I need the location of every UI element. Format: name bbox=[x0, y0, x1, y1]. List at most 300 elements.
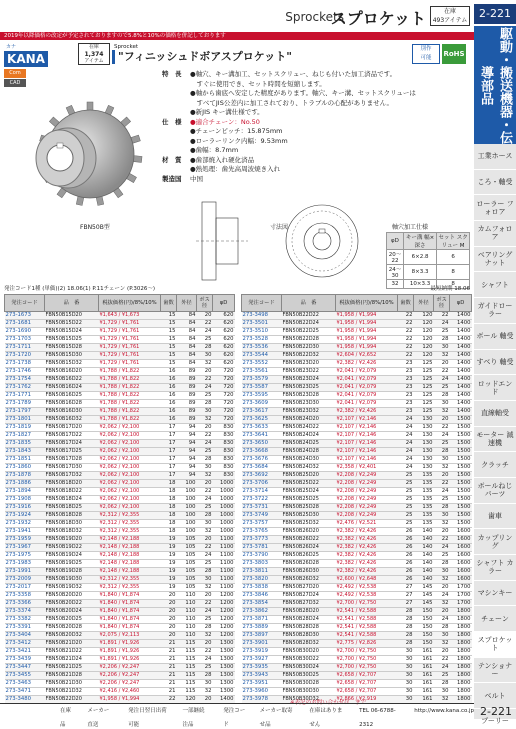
sidebar-item[interactable]: ベルト bbox=[474, 683, 516, 709]
table-cell: FBN50B22D28 bbox=[282, 336, 336, 344]
table-cell: ¥2,382 / ¥2,426 bbox=[336, 536, 398, 544]
table-cell: 20 bbox=[197, 536, 213, 544]
table-cell: 25 bbox=[398, 504, 414, 512]
table-cell: FBN50B30D28 bbox=[282, 680, 336, 688]
table-cell: ¥2,206 / ¥2,247 bbox=[99, 680, 161, 688]
order-code-cell[interactable]: 273-1991 bbox=[5, 568, 45, 576]
table-cell: 16 bbox=[161, 392, 177, 400]
order-code-cell[interactable]: 273-3528 bbox=[242, 336, 282, 344]
table-row bbox=[242, 488, 472, 496]
table-row bbox=[242, 344, 472, 352]
table-row bbox=[5, 312, 235, 320]
table-cell: FBN50B16D28 bbox=[45, 400, 99, 408]
table-row bbox=[242, 480, 472, 488]
order-code-cell[interactable]: 273-3731 bbox=[242, 504, 282, 512]
origin-key: 製造国 bbox=[162, 174, 182, 183]
table-cell: 1400 bbox=[450, 328, 472, 336]
table-cell: 100 bbox=[177, 528, 197, 536]
table-cell: FBN50B30D20 bbox=[282, 648, 336, 656]
table-cell: ¥2,866 / ¥2,919 bbox=[336, 696, 398, 704]
table-cell: FBN50B24D25 bbox=[282, 440, 336, 448]
table-cell: 17 bbox=[161, 464, 177, 472]
table-cell: 125 bbox=[414, 360, 434, 368]
table-cell: 28 bbox=[398, 624, 414, 632]
table-row bbox=[5, 544, 235, 552]
table-cell: 20 bbox=[434, 472, 450, 480]
order-code-cell[interactable]: 273-1843 bbox=[5, 448, 45, 456]
order-code-cell[interactable]: 273-3811 bbox=[242, 568, 282, 576]
footer-legend-item: 発注日翌日出荷可能 bbox=[128, 708, 167, 728]
table-row bbox=[5, 552, 235, 560]
order-code-cell[interactable]: 273-3978 bbox=[242, 696, 282, 704]
order-code-cell[interactable]: 273-1827 bbox=[5, 432, 45, 440]
table-cell: 30 bbox=[434, 456, 450, 464]
order-code-cell[interactable]: 273-3790 bbox=[242, 552, 282, 560]
bore-header: セット スクリュー M bbox=[437, 233, 470, 250]
sidebar-item[interactable]: 歯車 bbox=[474, 504, 516, 530]
order-code-cell[interactable]: 273-3838 bbox=[242, 584, 282, 592]
table-cell: 84 bbox=[177, 336, 197, 344]
table-cell: 830 bbox=[213, 456, 235, 464]
com-badge[interactable]: Com bbox=[4, 69, 26, 78]
order-code-cell[interactable]: 273-1886 bbox=[5, 480, 45, 488]
order-code-cell[interactable]: 273-3706 bbox=[242, 480, 282, 488]
table-cell: FBN50B23D28 bbox=[282, 392, 336, 400]
order-code-cell[interactable]: 273-1959 bbox=[5, 536, 45, 544]
order-code-cell[interactable]: 273-3927 bbox=[242, 656, 282, 664]
table-cell: 21 bbox=[161, 656, 177, 664]
table-cell: FBN50B26D22 bbox=[282, 536, 336, 544]
order-code-cell[interactable]: 273-3463 bbox=[5, 680, 45, 688]
order-code-cell[interactable]: 273-3552 bbox=[242, 360, 282, 368]
order-code-cell[interactable]: 273-3480 bbox=[5, 696, 45, 704]
order-code-cell[interactable]: 273-3536 bbox=[242, 344, 282, 352]
table-cell: 140 bbox=[414, 560, 434, 568]
table-cell: 1400 bbox=[450, 320, 472, 328]
table-cell: FBN50B24D28 bbox=[282, 448, 336, 456]
table-cell: ¥1,788 / ¥1,822 bbox=[99, 368, 161, 376]
table-cell: 89 bbox=[177, 400, 197, 408]
table-row bbox=[5, 672, 235, 680]
order-code-cell[interactable]: 273-3366 bbox=[5, 600, 45, 608]
order-code-cell[interactable]: 273-1673 bbox=[5, 312, 45, 320]
order-code-cell[interactable]: 273-2009 bbox=[5, 576, 45, 584]
table-cell: ¥2,107 / ¥2,146 bbox=[336, 440, 398, 448]
sidebar-item[interactable]: ローラー フォロア bbox=[474, 195, 516, 221]
order-code-cell[interactable]: 273-1878 bbox=[5, 472, 45, 480]
specs-list bbox=[190, 127, 462, 156]
sidebar-main-category[interactable]: 駆動・搬送機器・伝導部品 bbox=[474, 26, 516, 144]
order-code-cell[interactable]: 273-3455 bbox=[5, 672, 45, 680]
table-cell: 17 bbox=[161, 424, 177, 432]
sidebar-item[interactable]: クラッチ bbox=[474, 452, 516, 478]
order-code-cell[interactable]: 273-3757 bbox=[242, 520, 282, 528]
table-row bbox=[242, 656, 472, 664]
order-code-cell[interactable]: 273-3498 bbox=[242, 312, 282, 320]
table-cell: 30 bbox=[197, 464, 213, 472]
table-cell: 25 bbox=[434, 672, 450, 680]
order-code-cell[interactable]: 273-3374 bbox=[5, 608, 45, 616]
table-cell: 32 bbox=[434, 352, 450, 360]
order-code-cell[interactable]: 273-3871 bbox=[242, 616, 282, 624]
sidebar-item[interactable]: スプロケット bbox=[474, 632, 516, 658]
table-cell: 830 bbox=[213, 424, 235, 432]
table-cell: 19 bbox=[161, 536, 177, 544]
table-row bbox=[242, 616, 472, 624]
order-code-cell[interactable]: 273-3935 bbox=[242, 664, 282, 672]
features-list bbox=[190, 70, 462, 118]
order-code-cell[interactable]: 273-3676 bbox=[242, 456, 282, 464]
table-cell: 32 bbox=[434, 600, 450, 608]
table-cell: FBN50B24D32 bbox=[282, 464, 336, 472]
order-code-cell[interactable]: 273-3404 bbox=[5, 632, 45, 640]
table-cell: 18 bbox=[161, 504, 177, 512]
sidebar-item[interactable]: テンショナー bbox=[474, 658, 516, 684]
table-cell: 115 bbox=[177, 664, 197, 672]
table-cell: ¥2,382 / ¥2,426 bbox=[336, 560, 398, 568]
table-cell: 17 bbox=[161, 472, 177, 480]
table-cell: 120 bbox=[414, 352, 434, 360]
table-cell: FBN50B19D20 bbox=[45, 536, 99, 544]
order-code-cell[interactable]: 273-3625 bbox=[242, 416, 282, 424]
table-cell: 125 bbox=[414, 384, 434, 392]
order-code-cell[interactable]: 273-3447 bbox=[5, 664, 45, 672]
order-code-cell[interactable]: 273-3668 bbox=[242, 448, 282, 456]
table-cell: 130 bbox=[414, 464, 434, 472]
feature-line: ●軸穴、キー溝加工、セットスクリュー、ねじも付いた加工済品です。 bbox=[190, 70, 397, 78]
order-code-cell[interactable]: 273-3579 bbox=[242, 376, 282, 384]
order-code-cell[interactable]: 273-3897 bbox=[242, 632, 282, 640]
page-number-bottom: 2-221 bbox=[480, 705, 512, 718]
order-code-cell[interactable]: 273-3412 bbox=[5, 640, 45, 648]
order-code-cell[interactable]: 273-3722 bbox=[242, 496, 282, 504]
order-code-cell[interactable]: 273-1703 bbox=[5, 336, 45, 344]
bore-cell: 20～22 bbox=[387, 250, 404, 265]
table-cell: 32 bbox=[434, 640, 450, 648]
table-cell: ¥1,891 / ¥1,926 bbox=[99, 648, 161, 656]
table-cell: ¥2,312 / ¥2,355 bbox=[99, 520, 161, 528]
order-code-cell[interactable]: 273-1975 bbox=[5, 552, 45, 560]
order-code-cell[interactable]: 273-3439 bbox=[5, 656, 45, 664]
bore-spec-title: 軸穴加工仕様 bbox=[392, 224, 429, 231]
order-code-cell[interactable]: 273-1681 bbox=[5, 320, 45, 328]
stock-unit: アイテム bbox=[84, 58, 104, 64]
table-row bbox=[5, 528, 235, 536]
cad-badge[interactable]: CAD bbox=[4, 79, 26, 87]
order-code-cell[interactable]: 273-3587 bbox=[242, 384, 282, 392]
order-code-cell[interactable]: 273-3765 bbox=[242, 528, 282, 536]
sidebar-item[interactable]: すべり 軸受 bbox=[474, 350, 516, 376]
order-code-cell[interactable]: 273-3889 bbox=[242, 624, 282, 632]
footer-legend-item: 在庫品 bbox=[60, 708, 72, 728]
sidebar-item[interactable]: チェーン bbox=[474, 606, 516, 632]
table-cell: 145 bbox=[414, 592, 434, 600]
order-code-cell[interactable]: 273-3820 bbox=[242, 576, 282, 584]
table-row bbox=[5, 608, 235, 616]
order-code-cell[interactable]: 273-3749 bbox=[242, 512, 282, 520]
table-cell: 94 bbox=[177, 440, 197, 448]
footer-web[interactable]: http://www.kana.co.jp bbox=[414, 708, 475, 714]
table-cell: ¥1,840 / ¥1,874 bbox=[99, 600, 161, 608]
table-row bbox=[5, 688, 235, 696]
table-cell: FBN50B28D28 bbox=[282, 624, 336, 632]
table-cell: FBN50B16D22 bbox=[45, 376, 99, 384]
order-code-cell[interactable]: 273-1967 bbox=[5, 544, 45, 552]
table-row bbox=[5, 560, 235, 568]
table-cell: 125 bbox=[414, 368, 434, 376]
table-cell: ¥1,840 / ¥1,874 bbox=[99, 592, 161, 600]
table-row bbox=[5, 440, 235, 448]
footer-legend-item: 在庫はありません bbox=[309, 708, 343, 728]
table-cell: 135 bbox=[414, 504, 434, 512]
order-code-cell[interactable]: 273-3471 bbox=[5, 688, 45, 696]
table-cell: 24 bbox=[398, 456, 414, 464]
bore-cell: 6×2.8 bbox=[403, 250, 436, 265]
table-cell: ¥2,107 / ¥2,146 bbox=[336, 456, 398, 464]
table-cell: 720 bbox=[213, 400, 235, 408]
table-cell: 32 bbox=[197, 528, 213, 536]
table-cell: 23 bbox=[398, 384, 414, 392]
table-cell: 24 bbox=[197, 608, 213, 616]
table-cell: 89 bbox=[177, 392, 197, 400]
table-cell: ¥2,416 / ¥2,460 bbox=[99, 688, 161, 696]
table-cell: 24 bbox=[434, 664, 450, 672]
table-cell: FBN50B20D32 bbox=[45, 632, 99, 640]
table-cell: ¥1,958 / ¥1,994 bbox=[336, 336, 398, 344]
sidebar-item[interactable]: カムフォロア bbox=[474, 221, 516, 247]
table-cell: ¥2,041 / ¥2,079 bbox=[336, 376, 398, 384]
table-cell: 23 bbox=[398, 360, 414, 368]
table-cell: 18 bbox=[161, 520, 177, 528]
origin-value: 中国 bbox=[190, 174, 203, 183]
table-row bbox=[242, 320, 472, 328]
table-cell: ¥2,062 / ¥2,100 bbox=[99, 488, 161, 496]
table-row bbox=[242, 672, 472, 680]
sidebar-item[interactable]: ころ・軸受 bbox=[474, 170, 516, 196]
table-row bbox=[5, 536, 235, 544]
order-code-cell[interactable]: 273-3862 bbox=[242, 608, 282, 616]
order-code-cell[interactable]: 273-3633 bbox=[242, 424, 282, 432]
table-cell: 150 bbox=[414, 624, 434, 632]
order-code-cell[interactable]: 273-3391 bbox=[5, 624, 45, 632]
order-code-cell[interactable]: 273-1690 bbox=[5, 328, 45, 336]
table-cell: 30 bbox=[398, 680, 414, 688]
table-cell: 20 bbox=[434, 648, 450, 656]
order-code-cell[interactable]: 273-3382 bbox=[5, 616, 45, 624]
sidebar-item[interactable]: プーリー bbox=[474, 709, 516, 729]
table-cell: 150 bbox=[414, 640, 434, 648]
table-row bbox=[242, 632, 472, 640]
sidebar-item[interactable]: シャフト カラー bbox=[474, 555, 516, 581]
order-code-cell[interactable]: 273-3609 bbox=[242, 400, 282, 408]
table-cell: 94 bbox=[177, 432, 197, 440]
table-row bbox=[242, 592, 472, 600]
order-code-cell[interactable]: 273-1819 bbox=[5, 424, 45, 432]
order-code-cell[interactable]: 273-1941 bbox=[5, 528, 45, 536]
sidebar-item[interactable]: モーター 減速機 bbox=[474, 427, 516, 453]
table-cell: ¥2,107 / ¥2,146 bbox=[336, 424, 398, 432]
table-cell: 1500 bbox=[450, 472, 472, 480]
order-code-cell[interactable]: 273-3960 bbox=[242, 688, 282, 696]
table-cell: 28 bbox=[197, 400, 213, 408]
order-code-cell[interactable]: 273-3684 bbox=[242, 464, 282, 472]
order-code-cell[interactable]: 273-3919 bbox=[242, 648, 282, 656]
table-row bbox=[5, 496, 235, 504]
order-code-cell[interactable]: 273-3803 bbox=[242, 560, 282, 568]
table-cell: ¥2,208 / ¥2,249 bbox=[336, 488, 398, 496]
table-cell: 23 bbox=[398, 392, 414, 400]
table-row bbox=[242, 520, 472, 528]
order-code-cell[interactable]: 273-3901 bbox=[242, 640, 282, 648]
order-code-cell[interactable]: 273-3846 bbox=[242, 592, 282, 600]
table-cell: 23 bbox=[398, 368, 414, 376]
table-cell: 30 bbox=[398, 672, 414, 680]
order-code-cell[interactable]: 273-3544 bbox=[242, 352, 282, 360]
order-code-cell[interactable]: 273-1754 bbox=[5, 376, 45, 384]
order-code-cell[interactable]: 273-3421 bbox=[5, 648, 45, 656]
table-cell: 1200 bbox=[213, 616, 235, 624]
sidebar-item[interactable]: ガイドローラー bbox=[474, 298, 516, 324]
sidebar-item[interactable]: ボール 軸受 bbox=[474, 324, 516, 350]
product-stock-badge bbox=[78, 43, 110, 65]
table-cell: ¥2,062 / ¥2,100 bbox=[99, 448, 161, 456]
order-code-cell[interactable]: 273-3781 bbox=[242, 544, 282, 552]
order-code-cell[interactable]: 273-1801 bbox=[5, 416, 45, 424]
table-cell: ¥2,062 / ¥2,100 bbox=[99, 472, 161, 480]
sidebar-item[interactable]: シャフト bbox=[474, 272, 516, 298]
bore-spec-table bbox=[386, 232, 470, 289]
order-code-cell[interactable]: 273-3595 bbox=[242, 392, 282, 400]
table-cell: 1200 bbox=[213, 592, 235, 600]
table-cell: 28 bbox=[197, 624, 213, 632]
stock-badge bbox=[430, 6, 470, 26]
sidebar-item[interactable]: ロッドエンド bbox=[474, 375, 516, 401]
table-cell: 100 bbox=[177, 512, 197, 520]
order-code-cell[interactable]: 273-3561 bbox=[242, 368, 282, 376]
sidebar-item[interactable]: ベアリング ナット bbox=[474, 247, 516, 273]
table-cell: 1400 bbox=[450, 408, 472, 416]
table-cell: 130 bbox=[414, 416, 434, 424]
table-cell: 24 bbox=[398, 424, 414, 432]
sidebar-item[interactable]: カップリング bbox=[474, 529, 516, 555]
sidebar-item[interactable]: 直線軸受 bbox=[474, 401, 516, 427]
table-row bbox=[242, 408, 472, 416]
table-cell: 120 bbox=[414, 336, 434, 344]
order-code-cell[interactable]: 273-1983 bbox=[5, 560, 45, 568]
table-cell: 161 bbox=[414, 648, 434, 656]
page-number-top: 2-221 bbox=[474, 4, 516, 24]
order-code-cell[interactable]: 273-3501 bbox=[242, 320, 282, 328]
order-code-cell[interactable]: 273-3358 bbox=[5, 592, 45, 600]
table-cell: 16 bbox=[161, 416, 177, 424]
table-cell: FBN50B18D25 bbox=[45, 504, 99, 512]
table-cell: 125 bbox=[414, 376, 434, 384]
order-code-cell[interactable]: 273-1916 bbox=[5, 504, 45, 512]
order-code-cell[interactable]: 273-1771 bbox=[5, 392, 45, 400]
table-row bbox=[5, 344, 235, 352]
table-cell: FBN50B18D20 bbox=[45, 480, 99, 488]
table-cell: 17 bbox=[161, 432, 177, 440]
table-cell: 135 bbox=[414, 512, 434, 520]
spec-key: 仕 様 bbox=[162, 117, 182, 126]
order-code-cell[interactable]: 273-1762 bbox=[5, 384, 45, 392]
table-cell: ¥1,729 / ¥1,761 bbox=[99, 320, 161, 328]
table-cell: 620 bbox=[213, 328, 235, 336]
order-code-cell[interactable]: 273-1738 bbox=[5, 360, 45, 368]
order-code-cell[interactable]: 273-1720 bbox=[5, 352, 45, 360]
table-cell: 1400 bbox=[450, 376, 472, 384]
table-cell: 28 bbox=[398, 632, 414, 640]
order-code-cell[interactable]: 273-3641 bbox=[242, 432, 282, 440]
sidebar-item[interactable]: ボールねじ パーツ bbox=[474, 478, 516, 504]
table-cell: 32 bbox=[197, 360, 213, 368]
order-code-cell[interactable]: 273-1711 bbox=[5, 344, 45, 352]
order-code-cell[interactable]: 273-3773 bbox=[242, 536, 282, 544]
table-row bbox=[242, 464, 472, 472]
sidebar-item[interactable]: 工業ホース bbox=[474, 144, 516, 170]
table-cell: ¥2,312 / ¥2,355 bbox=[99, 584, 161, 592]
order-code-cell[interactable]: 273-3650 bbox=[242, 440, 282, 448]
table-row bbox=[242, 560, 472, 568]
table-cell: 830 bbox=[213, 432, 235, 440]
table-cell: 21 bbox=[161, 664, 177, 672]
order-code-cell[interactable]: 273-1797 bbox=[5, 408, 45, 416]
table-cell: 15 bbox=[161, 328, 177, 336]
order-code-cell[interactable]: 273-1835 bbox=[5, 440, 45, 448]
feature-line: すべてJIS公差内に加工されており、トラブルの心配がありません。 bbox=[190, 98, 393, 107]
table-row bbox=[242, 400, 472, 408]
sidebar-item[interactable]: マシンキー bbox=[474, 581, 516, 607]
order-code-cell[interactable]: 273-2017 bbox=[5, 584, 45, 592]
table-cell: 94 bbox=[177, 464, 197, 472]
table-cell: 135 bbox=[414, 520, 434, 528]
table-row bbox=[5, 512, 235, 520]
table-cell: 720 bbox=[213, 376, 235, 384]
table-row bbox=[242, 384, 472, 392]
features-section bbox=[162, 70, 462, 118]
table-cell: ¥2,041 / ¥2,079 bbox=[336, 368, 398, 376]
order-code-cell[interactable]: 273-1789 bbox=[5, 400, 45, 408]
table-cell: 28 bbox=[434, 392, 450, 400]
table-cell: 1500 bbox=[450, 424, 472, 432]
table-cell: 110 bbox=[177, 632, 197, 640]
table-cell: FBN50B19D24 bbox=[45, 552, 99, 560]
order-code-cell[interactable]: 273-1894 bbox=[5, 488, 45, 496]
order-code-cell[interactable]: 273-1851 bbox=[5, 456, 45, 464]
table-cell: 20 bbox=[197, 696, 213, 704]
table-cell: 25 bbox=[197, 392, 213, 400]
order-code-cell[interactable]: 273-1932 bbox=[5, 520, 45, 528]
table-cell: 18 bbox=[161, 496, 177, 504]
order-code-cell[interactable]: 273-3854 bbox=[242, 600, 282, 608]
order-code-cell[interactable]: 273-3692 bbox=[242, 472, 282, 480]
order-code-cell[interactable]: 273-1860 bbox=[5, 464, 45, 472]
order-code-cell[interactable]: 273-1746 bbox=[5, 368, 45, 376]
order-code-cell[interactable]: 273-3943 bbox=[242, 672, 282, 680]
table-cell: ¥1,643 / ¥1,673 bbox=[99, 312, 161, 320]
order-code-cell[interactable]: 273-1924 bbox=[5, 512, 45, 520]
table-cell: 1000 bbox=[213, 520, 235, 528]
order-code-cell[interactable]: 273-1908 bbox=[5, 496, 45, 504]
order-code-cell[interactable]: 273-3617 bbox=[242, 408, 282, 416]
order-code-cell[interactable]: 273-3714 bbox=[242, 488, 282, 496]
table-cell: 32 bbox=[197, 688, 213, 696]
table-cell: 720 bbox=[213, 408, 235, 416]
table-cell: 1500 bbox=[450, 504, 472, 512]
order-code-cell[interactable]: 273-3951 bbox=[242, 680, 282, 688]
table-cell: 1200 bbox=[213, 608, 235, 616]
order-code-cell[interactable]: 273-3510 bbox=[242, 328, 282, 336]
